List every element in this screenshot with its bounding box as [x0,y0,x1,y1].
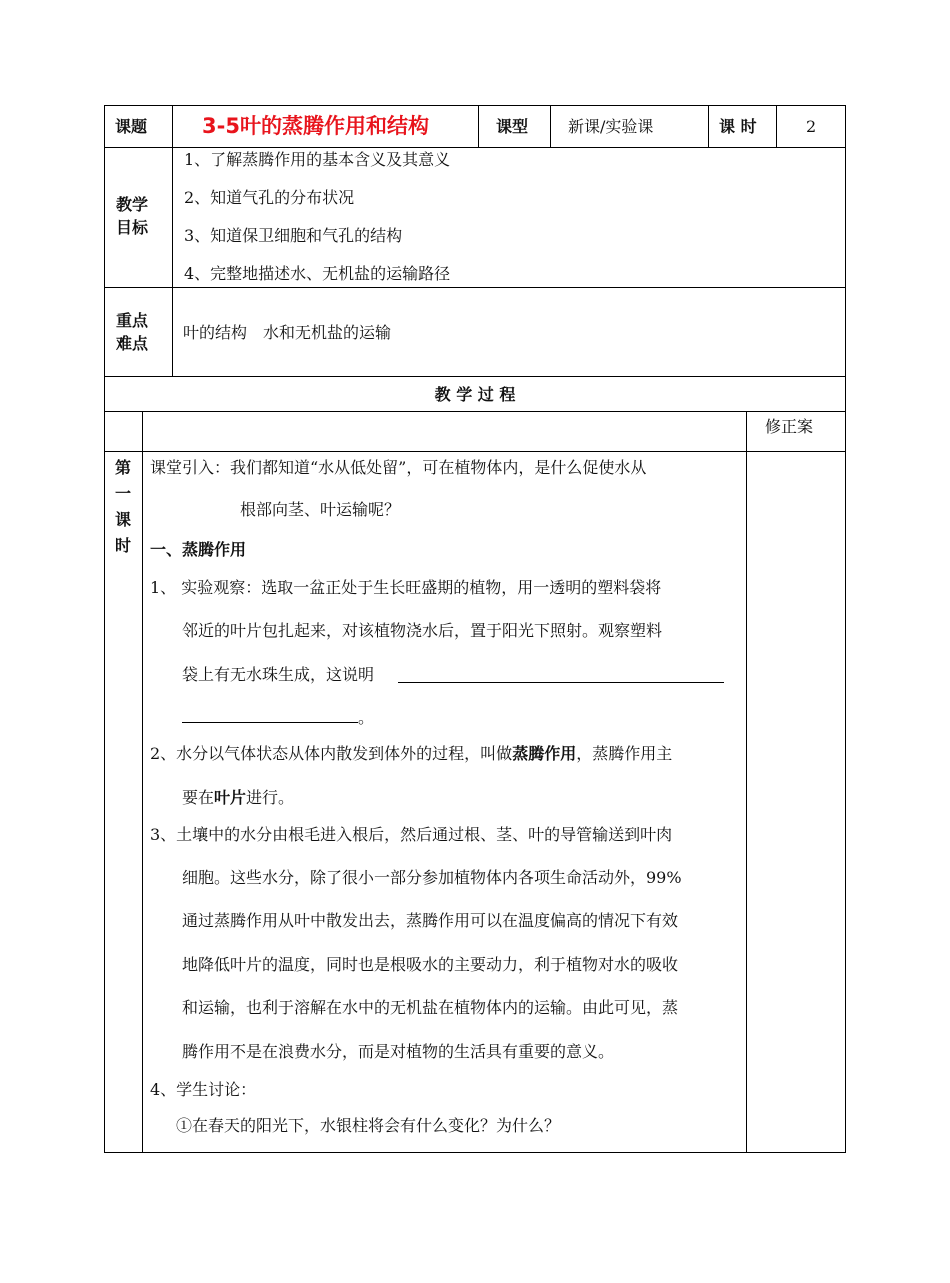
revision-label: 修正案 [765,417,814,436]
table-border-bottom [104,1152,846,1153]
paragraph-line: 和运输，也利于溶解在水中的无机盐在植物体内的运输。由此可见，蒸 [182,998,679,1017]
paragraph-line: 通过蒸腾作用从叶中散发出去，蒸腾作用可以在温度偏高的情况下有效 [182,911,679,930]
paragraph-line: 地降低叶片的温度，同时也是根吸水的主要动力，利于植物对水的吸收 [182,955,679,974]
key-term: 叶片 [214,788,247,807]
lesson-type-value: 新课/实验课 [568,117,654,136]
class-hours-label: 课 时 [719,117,757,136]
row-divider [104,451,846,452]
lesson-period-char: 一 [114,484,131,503]
lesson-title: 3-5叶的蒸腾作用和结构 [202,114,429,138]
paragraph-end-mark: 。 [358,708,375,727]
objectives-label-line: 目标 [116,218,149,237]
paragraph-line: 4、学生讨论： [150,1080,257,1099]
col-divider [550,105,551,148]
paragraph-line: 3、土壤中的水分由根毛进入根后，然后通过根、茎、叶的导管输送到叶肉 [150,825,673,844]
row-divider [104,147,846,148]
key-points-text: 叶的结构 水和无机盐的运输 [183,323,392,342]
section-title: 一、蒸腾作用 [150,540,247,559]
answer-blank [398,682,724,683]
table-border-right [845,105,846,1153]
objectives-label [116,193,148,239]
col-divider [172,105,173,377]
table-border-left [104,105,105,1153]
col-divider [708,105,709,148]
paragraph-line: 1、 实验观察：选取一盆正处于生长旺盛期的植物，用一透明的塑料袋将 [150,578,662,597]
lesson-type-label: 课型 [496,117,529,136]
row-divider [104,411,846,412]
paragraph-line: 袋上有无水珠生成，这说明 [182,665,375,684]
answer-blank [182,722,358,723]
process-heading: 教 学 过 程 [434,385,516,404]
paragraph-text: ，蒸腾作用主 [576,744,673,763]
col-divider [746,411,747,1153]
lesson-period-char: 第 [114,458,131,477]
key-points-label-line: 难点 [116,334,149,353]
objective-item: 4、完整地描述水、无机盐的运输路径 [184,264,451,283]
paragraph-text: 要在 [182,788,215,807]
objectives-label-line: 教学 [116,195,149,214]
lesson-period-label [113,455,133,559]
table-border-top [104,105,846,106]
col-divider [776,105,777,148]
col-divider [142,411,143,1153]
paragraph-line: 邻近的叶片包扎起来，对该植物浇水后，置于阳光下照射。观察塑料 [182,621,663,640]
class-hours-value: 2 [806,117,817,136]
topic-label: 课题 [115,117,148,136]
objective-item: 3、知道保卫细胞和气孔的结构 [184,226,403,245]
paragraph-line [150,744,672,764]
paragraph-text: 进行。 [246,788,295,807]
paragraph-line: 腾作用不是在浪费水分，而是对植物的生活具有重要的意义。 [182,1042,615,1061]
paragraph-text: 2、水分以气体状态从体内散发到体外的过程，叫做 [150,744,513,763]
paragraph-line [182,788,294,808]
row-divider [104,287,846,288]
key-points-label-line: 重点 [116,311,149,330]
objective-item: 1、了解蒸腾作用的基本含义及其意义 [184,150,451,169]
key-term: 蒸腾作用 [512,744,577,763]
col-divider [478,105,479,148]
lesson-period-char: 课 [114,510,131,529]
paragraph-line: 细胞。这些水分，除了很小一部分参加植物体内各项生命活动外，99% [182,868,682,887]
row-divider [104,376,846,377]
lesson-period-char: 时 [114,536,131,555]
key-points-label [116,309,148,355]
intro-line: 课堂引入：我们都知道“水从低处留”，可在植物体内，是什么促使水从 [150,458,647,477]
objective-item: 2、知道气孔的分布状况 [184,188,355,207]
discussion-question: ①在春天的阳光下，水银柱将会有什么变化？为什么？ [176,1116,561,1135]
intro-line: 根部向茎、叶运输呢？ [240,500,401,519]
